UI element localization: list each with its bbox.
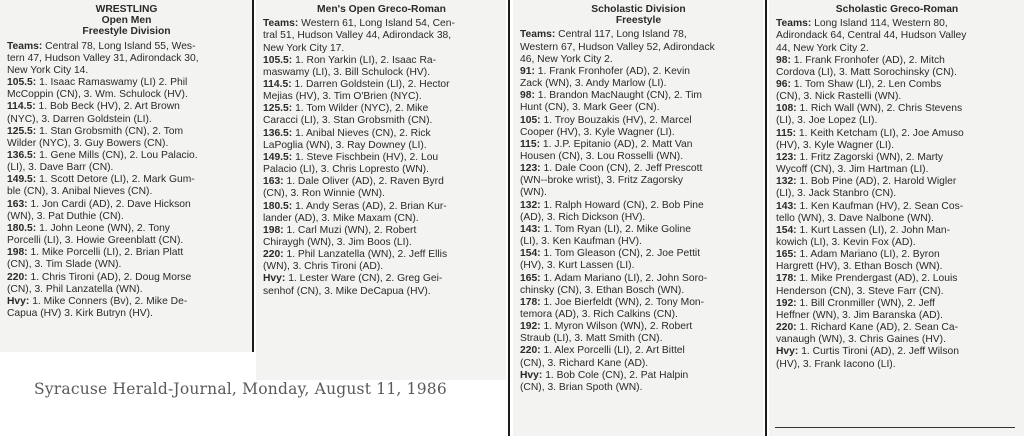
weight-class-label: 163: <box>7 198 28 210</box>
result-text: Cooper (HV), 3. Kyle Wagner (LI). <box>520 126 675 138</box>
section-heading: Freestyle Division <box>82 26 171 38</box>
weight-class-label: 149.5: <box>7 174 37 186</box>
weight-class-label: 96: <box>776 78 791 90</box>
weight-class-label: 180.5: <box>263 200 293 212</box>
result-line <box>776 359 1018 371</box>
result-line <box>520 370 757 382</box>
result-text: 1. Troy Bouzakis (HV), 2. Marcel <box>540 114 692 126</box>
result-line <box>7 211 246 223</box>
result-line <box>7 308 246 320</box>
result-text: 1. Tom Gleason (CN), 2. Joe Pettit <box>540 248 701 260</box>
result-line <box>263 201 500 213</box>
result-text: 1. Frank Fronhofer (AD), 2. Kevin <box>534 65 690 77</box>
result-text: (CN), 3. Ron Winnie (WN). <box>263 188 385 200</box>
result-line <box>776 261 1018 273</box>
result-text: 1. Brandon MacNaught (CN), 2. Tim <box>534 90 702 102</box>
result-text: 1. Carl Muzi (WN), 2. Robert <box>283 224 417 236</box>
weight-class-label: Hvy: <box>520 369 543 381</box>
result-line <box>520 200 757 212</box>
section-heading: Scholastic Greco-Roman <box>835 4 959 15</box>
result-line <box>263 164 500 176</box>
result-text: 1. Lester Ware (CN), 2. Greg Gei- <box>285 273 443 285</box>
result-line <box>7 65 246 77</box>
result-text: Hunt (CN), 3. Mark Geer (CN). <box>520 102 660 114</box>
result-line <box>520 115 757 127</box>
result-line <box>520 273 757 285</box>
result-text: (WN). <box>520 187 547 199</box>
result-text: 1. Bob Cole (CN), 2. Pat Halpin <box>542 369 689 381</box>
result-text: (CN), 3. Richard Kane (AD). <box>520 357 649 369</box>
result-line <box>7 150 246 162</box>
weight-class-label: 125.5: <box>7 125 37 137</box>
weight-class-label: 132: <box>776 176 797 188</box>
result-text: Mejias (HV), 3. Tim O'Brien (NYC). <box>263 91 422 103</box>
result-line <box>263 103 500 115</box>
result-text: temora (AD), 3. Rich Calkins (CN). <box>520 309 678 320</box>
result-line <box>263 55 500 67</box>
weight-class-label: 198: <box>7 247 28 259</box>
result-line <box>520 224 757 236</box>
result-line <box>776 103 1018 115</box>
result-text: 1. Richard Kane (AD), 2. Sean Ca- <box>796 322 959 334</box>
result-text: Zack (WN), 3. Andy Marlow (LI). <box>520 78 667 90</box>
result-text: (LI), 3. Joe Lopez (LI). <box>776 115 878 127</box>
result-text: (WN), 3. Chris Tironi (AD). <box>263 261 384 273</box>
result-line <box>263 225 500 237</box>
result-line <box>263 213 500 225</box>
weight-class-label: 98: <box>520 90 535 102</box>
result-line <box>263 286 500 298</box>
result-text: 1. Tom Shaw (LI), 2. Len Combs <box>790 78 942 90</box>
result-line <box>520 78 757 90</box>
result-line <box>520 358 757 370</box>
weight-class-label: 192: <box>520 321 541 333</box>
result-text: (LI), 3. Dave Barr (CN). <box>7 162 114 174</box>
weight-class-label: Hvy: <box>776 346 799 358</box>
result-line <box>520 29 757 41</box>
section-heading: WRESTLING <box>95 4 158 15</box>
result-text: 1. Bob Beck (HV), 2. Art Brown <box>35 101 180 113</box>
result-line <box>263 273 500 285</box>
weight-class-label: 165: <box>776 249 797 261</box>
result-line <box>776 30 1018 42</box>
result-text: 1. Tom Wilder (NYC), 2. Mike <box>292 103 429 115</box>
result-text: Wycoff (CN), 3. Jim Hartman (LI). <box>776 164 929 176</box>
result-line <box>263 249 500 261</box>
weight-class-label: 115: <box>776 127 797 139</box>
result-text: Housen (CN), 3. Lou Rosselli (WN). <box>520 150 684 162</box>
weight-class-label: 136.5: <box>7 150 37 162</box>
result-line <box>776 164 1018 176</box>
result-line <box>776 298 1018 310</box>
result-line <box>263 261 500 273</box>
result-text: Capua (HV) 3. Kirk Butryn (HV). <box>7 308 153 320</box>
result-line <box>7 89 246 101</box>
result-text: 1. Bill Cronmiller (WN), 2. Jeff <box>796 297 935 309</box>
result-line <box>263 237 500 249</box>
result-text: 1. Tom Ryan (LI), 2. Mike Goline <box>540 223 691 235</box>
result-line <box>7 114 246 126</box>
result-text: (AD), 3. Rich Dickson (HV). <box>520 211 646 223</box>
result-line <box>7 174 246 186</box>
result-text: 1. Mike Porcelli (LI), 2. Brian Platt <box>27 247 184 259</box>
result-line <box>263 67 500 79</box>
weight-class-label: Hvy: <box>263 273 286 285</box>
weight-class-label: 165: <box>520 272 541 284</box>
weight-class-label: 154: <box>776 224 797 236</box>
result-text: Western 67, Hudson Valley 52, Adirondack <box>520 41 715 53</box>
result-text: 1. Joe Bierfeldt (WN), 2. Tony Mon- <box>540 296 705 308</box>
result-text: lander (AD), 3. Mike Maxam (CN). <box>263 212 419 224</box>
result-line <box>776 273 1018 285</box>
result-text: 1. Darren Goldstein (LI), 2. Hector <box>291 78 450 90</box>
result-text: 1. J.P. Epitanio (AD), 2. Matt Van <box>540 138 693 150</box>
result-text: Central 117, Long Island 78, <box>555 29 687 41</box>
result-line <box>776 322 1018 334</box>
result-line <box>776 18 1018 30</box>
result-line <box>776 286 1018 298</box>
result-line <box>520 163 757 175</box>
weight-class-label: 108: <box>776 103 797 115</box>
weight-class-label: 149.5: <box>263 151 293 163</box>
result-text: ble (CN), 3. Anibal Nieves (CN). <box>7 186 153 198</box>
result-line <box>7 53 246 65</box>
result-text: 1. Myron Wilson (WN), 2. Robert <box>540 321 693 333</box>
result-text: Adirondack 64, Central 44, Hudson Valley <box>776 30 967 42</box>
weight-class-label: 178: <box>520 296 541 308</box>
result-line <box>776 213 1018 225</box>
result-text: Heffner (WN), 3. Jim Baranska (AD). <box>776 309 943 321</box>
result-line <box>263 91 500 103</box>
result-text: 1. Stan Grobsmith (CN), 2. Tom <box>36 125 184 137</box>
weight-class-label: 136.5: <box>263 127 293 139</box>
result-text: 1. Adam Mariano (LI), 2. Byron <box>796 249 940 261</box>
result-line <box>776 91 1018 103</box>
result-text: (CN), 3. Brian Spoth (WN). <box>520 381 643 393</box>
bottom-rule <box>775 427 1015 428</box>
column-divider <box>765 0 767 436</box>
result-line <box>776 201 1018 213</box>
result-line <box>520 54 757 66</box>
result-line <box>7 101 246 113</box>
result-text: 1. Ralph Howard (CN), 2. Bob Pine <box>540 199 704 211</box>
result-text: 44, New York City 2. <box>776 42 869 54</box>
result-line <box>776 55 1018 67</box>
weight-class-label: 105.5: <box>7 77 37 89</box>
result-text: 1. Isaac Ramaswamy (LI) 2. Phil <box>36 77 188 89</box>
result-line <box>776 188 1018 200</box>
result-line <box>520 248 757 260</box>
result-text: 1. Bob Pine (AD), 2. Harold Wigler <box>796 176 957 188</box>
weight-class-label: 154: <box>520 248 541 260</box>
weight-class-label: Teams: <box>520 29 556 41</box>
result-text: 1. Anibal Nieves (CN), 2. Rick <box>292 127 431 139</box>
result-text: 1. Alex Porcelli (LI), 2. Art Bittel <box>540 345 685 357</box>
result-text: senhof (CN), 3. Mike DeCapua (HV). <box>263 285 431 297</box>
weight-class-label: 125.5: <box>263 103 293 115</box>
newspaper-caption: Syracuse Herald-Journal, Monday, August 11, 1986 <box>34 380 447 398</box>
result-text: tello (WN), 3. Dave Nalbone (WN). <box>776 212 934 224</box>
weight-class-label: 163: <box>263 176 284 188</box>
result-line <box>7 126 246 138</box>
result-text: Henderson (CN), 3. Steve Farr (CN). <box>776 285 944 297</box>
weight-class-label: 91: <box>520 65 535 77</box>
weight-class-label: 192: <box>776 297 797 309</box>
result-line <box>520 175 757 187</box>
result-text: (LI), 3. Ken Kaufman (HV). <box>520 236 642 248</box>
section-heading: Open Men <box>101 15 152 27</box>
result-line <box>263 128 500 140</box>
weight-class-label: 220: <box>7 271 28 283</box>
result-text: 1. Frank Fronhofer (AD), 2. Mitch <box>790 54 945 66</box>
result-line <box>7 247 246 259</box>
weight-class-label: 98: <box>776 54 791 66</box>
result-text: (WN), 3. Pat Duthie (CN). <box>7 210 124 222</box>
result-line <box>520 345 757 357</box>
result-text: (WN--broke wrist), 3. Fritz Zagorsky <box>520 175 684 187</box>
result-line <box>520 139 757 151</box>
result-line <box>7 77 246 89</box>
weight-class-label: Teams: <box>263 18 299 30</box>
weight-class-label: Teams: <box>7 40 43 52</box>
result-line <box>520 102 757 114</box>
result-line <box>7 199 246 211</box>
result-text: Wilder (NYC), 3. Guy Bowers (CN). <box>7 137 169 149</box>
result-text: Porcelli (LI), 3. Howie Greenblatt (CN). <box>7 235 184 247</box>
result-text: 1. Scott Detore (LI), 2. Mark Gum- <box>36 174 195 186</box>
result-text: 1. Ken Kaufman (HV), 2. Sean Cos- <box>796 200 964 212</box>
result-text: 46, New York City 2. <box>520 53 613 65</box>
result-text: (HV), 3. Kurt Lassen (LI). <box>520 260 635 272</box>
result-line <box>263 176 500 188</box>
weight-class-label: 105.5: <box>263 54 293 66</box>
result-text: (HV), 3. Frank Iacono (LI). <box>776 358 896 370</box>
result-line <box>7 41 246 53</box>
result-text: 1. Ron Yarkin (LI), 2. Isaac Ra- <box>292 54 437 66</box>
weight-class-label: 123: <box>776 151 797 163</box>
result-line <box>263 43 500 55</box>
result-line <box>520 66 757 78</box>
result-line <box>520 127 757 139</box>
result-text: vanaugh (WN), 3. Chris Gaines (HV). <box>776 334 946 346</box>
result-text: New York City 14. <box>7 64 89 76</box>
result-line <box>776 310 1018 322</box>
result-text: (LI), 3. Jack Stanbro (CN). <box>776 188 897 200</box>
weight-class-label: 180.5: <box>7 222 37 234</box>
result-line <box>263 79 500 91</box>
column-open-greco-roman <box>256 0 506 380</box>
result-line <box>7 296 246 308</box>
weight-class-label: 143: <box>776 200 797 212</box>
result-text: Palacio (LI), 3. Chris Lopresto (WN). <box>263 164 429 176</box>
result-line <box>263 140 500 152</box>
result-line <box>776 79 1018 91</box>
result-line <box>520 333 757 345</box>
result-text: 1. John Leone (WN), 2. Tony <box>36 222 170 234</box>
result-line <box>776 176 1018 188</box>
column-divider <box>508 0 510 436</box>
result-line <box>520 236 757 248</box>
result-line <box>7 223 246 235</box>
result-text: 1. Steve Fischbein (HV), 2. Lou <box>292 151 439 163</box>
result-text: 1. Curtis Tironi (AD), 2. Jeff Wilson <box>798 346 959 358</box>
section-heading: Men's Open Greco-Roman <box>317 4 446 15</box>
result-text: Chiraygh (WN), 3. Jim Boos (LI). <box>263 237 412 249</box>
result-text: 1. Mike Conners (Bv), 2. Mike De- <box>29 295 188 307</box>
result-text: chinsky (CN), 3. Ethan Bosch (WN). <box>520 284 685 296</box>
result-text: Cordova (LI), 3. Matt Sorochinsky (CN). <box>776 66 957 78</box>
result-text: Central 78, Long Island 55, Wes- <box>42 40 196 52</box>
result-line <box>520 151 757 163</box>
result-text: 1. Kurt Lassen (LI), 2. John Man- <box>796 224 950 236</box>
result-line <box>776 43 1018 55</box>
result-line <box>520 309 757 321</box>
result-text: 1. Fritz Zagorski (WN), 2. Marty <box>796 151 944 163</box>
result-line <box>520 187 757 199</box>
section-heading: Scholastic Division <box>591 4 686 15</box>
result-text: 1. Phil Lanzatella (WN), 2. Jeff Ellis <box>283 249 448 261</box>
result-line <box>263 188 500 200</box>
result-line <box>263 115 500 127</box>
section-heading: Freestyle <box>615 15 662 27</box>
result-line <box>7 272 246 284</box>
result-text: Long Island 114, Western 80, <box>811 18 948 30</box>
result-line <box>776 152 1018 164</box>
weight-class-label: 220: <box>776 322 797 334</box>
result-text: Straub (LI), 3. Matt Smith (CN). <box>520 333 663 345</box>
result-line <box>776 237 1018 249</box>
result-line <box>7 186 246 198</box>
result-line <box>520 90 757 102</box>
result-text: maswamy (LI), 3. Bill Schulock (HV). <box>263 66 431 78</box>
result-text: 1. Dale Coon (CN), 2. Jeff Prescott <box>540 163 703 175</box>
result-text: Western 61, Long Island 54, Cen- <box>298 18 455 30</box>
result-line <box>263 30 500 42</box>
result-line <box>7 259 246 271</box>
result-line <box>263 18 500 30</box>
weight-class-label: 143: <box>520 223 541 235</box>
result-line <box>776 225 1018 237</box>
weight-class-label: Teams: <box>776 18 812 30</box>
weight-class-label: 178: <box>776 273 797 285</box>
weight-class-label: 114.5: <box>7 101 36 113</box>
result-line <box>7 138 246 150</box>
result-text: 1. Rich Wall (WN), 2. Chris Stevens <box>796 103 963 115</box>
result-line <box>263 152 500 164</box>
weight-class-label: 220: <box>520 345 541 357</box>
result-text: 1. Adam Mariano (LI), 2. John Soro- <box>540 272 708 284</box>
weight-class-label: 220: <box>263 249 284 261</box>
result-text: (HV), 3. Kyle Wagner (LI). <box>776 139 895 151</box>
result-line <box>776 334 1018 346</box>
result-text: tern 47, Hudson Valley 31, Adirondack 30, <box>7 52 199 64</box>
result-text: McCoppin (CN), 3. Wm. Schulock (HV). <box>7 89 188 101</box>
result-line <box>7 284 246 296</box>
result-text: (CN), 3. Phil Lanzatella (WN). <box>7 283 143 295</box>
result-text: 1. Gene Mills (CN), 2. Lou Palacio. <box>36 150 198 162</box>
result-text: tral 51, Hudson Valley 44, Adirondack 38, <box>263 30 452 42</box>
result-text: Caracci (LI), 3. Stan Grobsmith (CN). <box>263 115 433 127</box>
result-text: (CN), 3. Nick Rastelli (WN). <box>776 91 902 103</box>
result-text: 1. Jon Cardi (AD), 2. Dave Hickson <box>27 198 191 210</box>
result-line <box>7 162 246 174</box>
result-text: kowich (LI), 3. Kevin Fox (AD). <box>776 237 916 249</box>
result-text: 1. Andy Seras (AD), 2. Brian Kur- <box>292 200 447 212</box>
weight-class-label: 115: <box>520 138 541 150</box>
result-text: 1. Chris Tironi (AD), 2. Doug Morse <box>27 271 192 283</box>
result-line <box>520 285 757 297</box>
result-text: 1. Keith Ketcham (LI), 2. Joe Amuso <box>796 127 964 139</box>
result-line <box>776 67 1018 79</box>
weight-class-label: 198: <box>263 224 284 236</box>
result-text: (NYC), 3. Darren Goldstein (LI). <box>7 113 152 125</box>
result-line <box>776 128 1018 140</box>
result-line <box>520 382 757 394</box>
result-line <box>7 235 246 247</box>
result-text: 1. Dale Oliver (AD), 2. Raven Byrd <box>283 176 444 188</box>
result-line <box>520 42 757 54</box>
result-line <box>776 115 1018 127</box>
result-text: (CN), 3. Tim Slade (WN). <box>7 259 122 271</box>
column-scholastic-freestyle <box>513 0 763 436</box>
column-open-men-freestyle <box>0 0 252 352</box>
result-text: LaPoglia (WN), 3. Ray Downey (LI). <box>263 139 427 151</box>
result-line <box>520 260 757 272</box>
weight-class-label: Hvy: <box>7 295 30 307</box>
column-scholastic-greco-roman <box>769 0 1024 436</box>
result-text: Hargrett (HV), 3. Ethan Bosch (WN). <box>776 261 943 273</box>
weight-class-label: 123: <box>520 163 541 175</box>
weight-class-label: 105: <box>520 114 541 126</box>
weight-class-label: 132: <box>520 199 541 211</box>
result-text: New York City 17. <box>263 42 345 54</box>
result-line <box>520 321 757 333</box>
result-line <box>776 249 1018 261</box>
result-line <box>520 212 757 224</box>
weight-class-label: 114.5: <box>263 78 292 90</box>
result-line <box>520 297 757 309</box>
result-text: 1. Mike Prendergast (AD), 2. Louis <box>796 273 958 285</box>
result-line <box>776 140 1018 152</box>
result-line <box>776 346 1018 358</box>
column-divider <box>252 0 254 352</box>
